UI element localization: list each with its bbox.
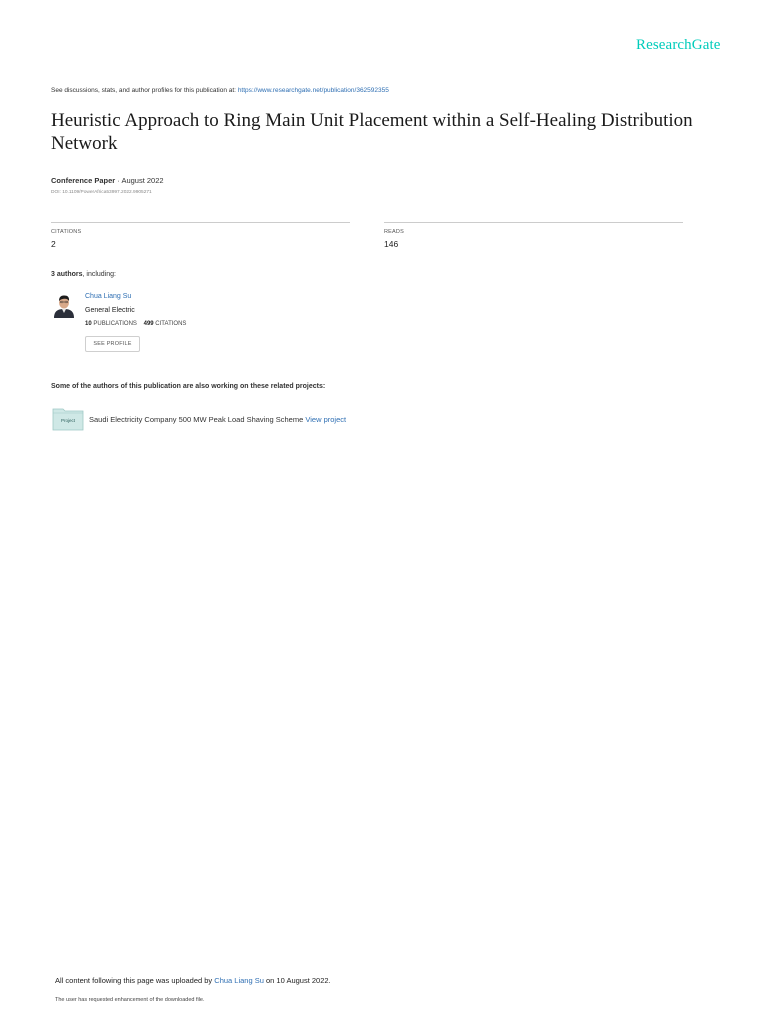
project-item bbox=[89, 415, 346, 424]
publication-link[interactable]: https://www.researchgate.net/publication/362592355 bbox=[237, 87, 389, 94]
citations-label: CITATIONS bbox=[51, 229, 82, 235]
reads-label: READS bbox=[384, 229, 404, 235]
uploaded-note bbox=[55, 976, 331, 985]
publication-date: · August 2022 bbox=[115, 176, 164, 185]
see-profile-button[interactable]: SEE PROFILE bbox=[85, 336, 140, 352]
uploaded-suffix: on 10 August 2022. bbox=[266, 976, 331, 985]
discussion-line bbox=[51, 87, 389, 94]
publication-meta bbox=[51, 176, 164, 185]
author-citations-label: CITATIONS bbox=[155, 321, 187, 327]
uploader-link[interactable]: Chua Liang Su bbox=[214, 976, 264, 985]
view-project-link[interactable]: View project bbox=[305, 415, 347, 424]
discussion-text: See discussions, stats, and author profiles for this publication at: bbox=[51, 87, 236, 94]
author-institution: General Electric bbox=[85, 307, 135, 314]
authors-summary bbox=[51, 271, 116, 278]
reads-value: 146 bbox=[384, 239, 399, 249]
publication-type: Conference Paper bbox=[51, 176, 116, 185]
researchgate-logo[interactable]: ResearchGate bbox=[636, 37, 721, 53]
publication-doi: DOI: 10.1109/PowerAfrica53997.2022.9905271 bbox=[51, 190, 152, 195]
authors-count: 3 authors bbox=[51, 271, 83, 278]
project-icon[interactable] bbox=[52, 407, 84, 431]
author-publications-count: 10 bbox=[85, 321, 92, 327]
enhancement-note: The user has requested enhancement of the downloaded file. bbox=[55, 997, 205, 1003]
related-projects-heading: Some of the authors of this publication are also working on these related projects: bbox=[51, 383, 326, 390]
divider-reads bbox=[384, 222, 683, 223]
publication-title: Heuristic Approach to Ring Main Unit Placement within a Self-Healing Distribution Network bbox=[51, 110, 693, 154]
author-citations-count: 499 bbox=[143, 321, 154, 327]
divider-citations bbox=[51, 222, 350, 223]
project-title: Saudi Electricity Company 500 MW Peak Load Shaving Scheme bbox=[89, 415, 304, 424]
author-name[interactable]: Chua Liang Su bbox=[85, 293, 132, 300]
author-stats bbox=[85, 321, 186, 327]
project-icon-label: Project bbox=[60, 418, 75, 423]
authors-including: , including: bbox=[82, 271, 116, 278]
avatar[interactable] bbox=[52, 292, 76, 318]
uploaded-prefix: All content following this page was uploaded by bbox=[55, 976, 213, 985]
author-photo bbox=[52, 292, 76, 318]
author-publications-label: PUBLICATIONS bbox=[93, 321, 137, 327]
citations-value: 2 bbox=[51, 239, 56, 249]
